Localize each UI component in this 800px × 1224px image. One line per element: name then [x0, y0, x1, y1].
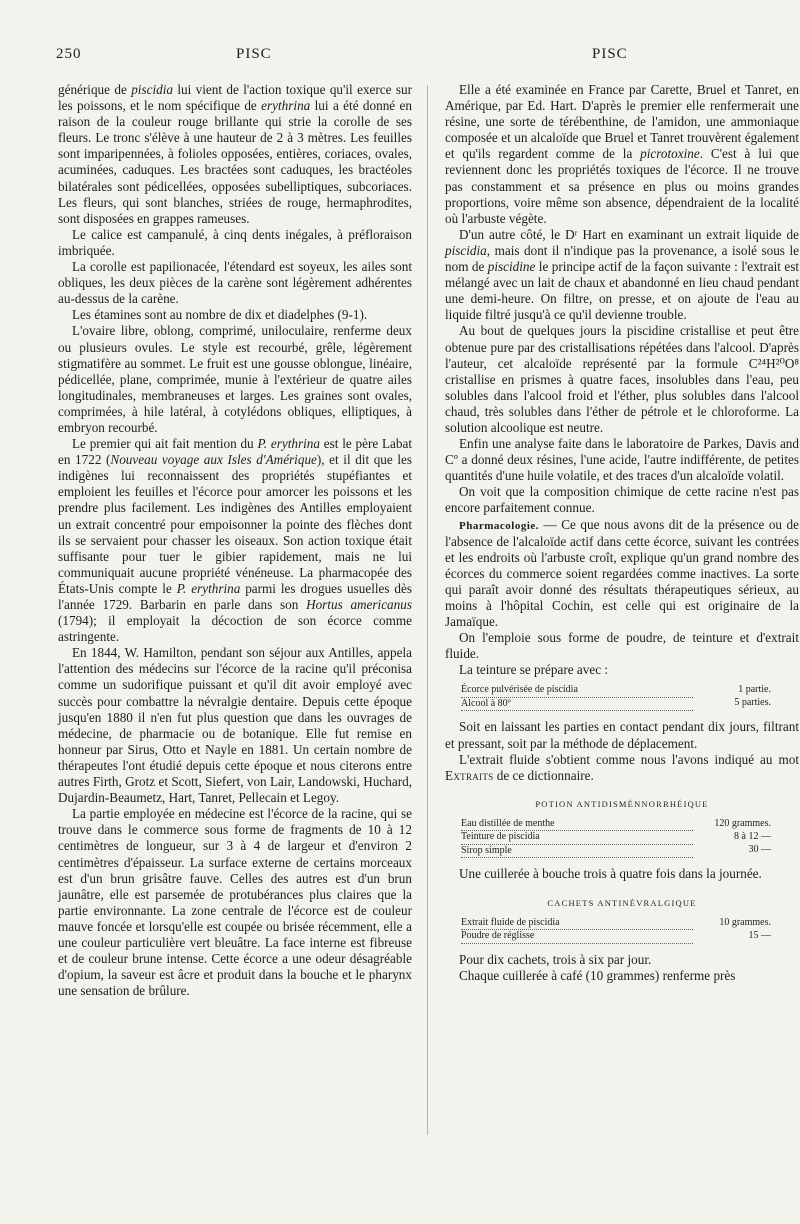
- paragraph: Chaque cuillerée à café (10 grammes) renferme près: [459, 967, 736, 983]
- right-running-head: PISC: [592, 46, 628, 62]
- recipe-row: Sirop simple 30 —: [461, 844, 771, 856]
- formula-title: CACHETS ANTINÉVRALGIQUE: [547, 897, 697, 908]
- right-column: [445, 82, 799, 984]
- recipe-table: [461, 818, 771, 859]
- paragraph: D'un autre côté, le Dʳ Hart en examinant un extrait liquide de piscidia, mais dont il n'indique pas la provenance, a isolé sous le nom de piscidine le principe actif de la façon suivante : l'extrait est mélangé avec un lait de chaux et abandonné en lieu chaud pendant une demi-heure. On filtre, on presse, et on ajoute de l'eau au liquide filtré jusqu'à ce qu'il devienne trouble.: [445, 226, 799, 323]
- left-running-head: PISC: [236, 46, 272, 62]
- paragraph: La teinture se prépare avec :: [459, 662, 609, 678]
- recipe-row: Écorce pulvérisée de piscidia 1 partie.: [461, 684, 771, 696]
- recipe-row: Eau distillée de menthe 120 grammes.: [461, 817, 771, 829]
- paragraph: Elle a été examinée en France par Carette, Bruel et Tanret, en Amérique, par Ed. Hart. D'après le premier elle renfermerait une résine, une sorte de térébenthine, de l'amidon, une ammoniaque composée et un alcaloïde que Bruel et Tanret trouvèrent également et qu'ils regardent comme de la picrotoxine. C'est à lui que reviennent donc les propriétés toxiques de l'écorce. Il ne trouve pas constamment et sa présence en plus ou moins grandes proportions, voire même son absence, dépendraient de la localité où l'arbuste végète.: [445, 82, 800, 226]
- paragraph: On l'emploie sous forme de poudre, de teinture et d'extrait fluide.: [445, 630, 799, 662]
- paragraph: Les étamines sont au nombre de dix et diadelphes (9-1).: [72, 307, 368, 323]
- recipe-table: [461, 684, 771, 711]
- paragraph: Au bout de quelques jours la piscidine cristallise et peut être obtenue pure par des cristallisations répétées dans l'alcool. D'après l'auteur, cet alcaloïde représenté par la formule C²⁴H²⁰O⁸ cristallise en prismes à quatre faces, insolubles dans l'eau, peu solubles dans l'alcool froid et l'éther, plus solubles dans l'alcool chaud, très solubles dans l'éther de pétrole et le chloroforme. La solution alcoolique est neutre.: [445, 323, 799, 435]
- section-heading: Pharmacologie.: [459, 519, 540, 532]
- recipe-row: Teinture de piscidia 8 à 12 —: [461, 830, 771, 843]
- recipe-row: Poudre de réglisse 15 —: [461, 929, 771, 942]
- paragraph: La corolle est papilionacée, l'étendard est soyeux, les ailes sont obliques, les deux pièces de la carène sont légèrement adhérentes au-dessus de la carène.: [58, 259, 412, 307]
- page-number: 250: [56, 46, 82, 62]
- recipe-row: Alcool à 80º 5 parties.: [461, 697, 771, 709]
- paragraph: Le premier qui ait fait mention du P. erythrina est le père Labat en 1722 (Nouveau voyage aux Isles d'Amérique), et il dit que les indigènes lui reconnaissent des propriétés stupéfiantes et emploient les feuilles et l'écorce pour amorcer les poissons et les prendre plus facilement. Les indigènes des Antilles employaient un extrait concentré pour empoisonner la pointe des flèches dont ils se servaient pour chasser les oiseaux. Son action toxique était suffisante pour tuer le gibier rapidement, mais ne lui communiquait aucune propriété vénéneuse. La pharmacopée des États-Unis compte le P. erythrina parmi les drogues usuelles dès l'année 1729. Barbarin en parle dans son Hortus americanus (1794); il employait la décoction de son écorce comme astringente.: [58, 436, 412, 645]
- paragraph: Pour dix cachets, trois à six par jour.: [459, 951, 652, 967]
- paragraph: Pharmacologie. — Ce que nous avons dit de la présence ou de l'absence de l'alcaloïde actif dans cette écorce, suivant les contrées et les endroits où l'arbuste croît, explique qu'un grand nombre des écorces du commerce soient regardées comme inactives. La sorte qui paraît avoir donné des résultats thérapeutiques sérieux, au moins à l'hôpital Cochin, est celle qui est originaire de la Jamaïque.: [445, 516, 799, 630]
- recipe-table: [461, 917, 771, 944]
- page-header: [0, 46, 800, 68]
- paragraph: Soit en laissant les parties en contact pendant dix jours, filtrant et pressant, soit par la méthode de déplacement.: [445, 719, 799, 751]
- paragraph: Enfin une analyse faite dans le laboratoire de Parkes, Davis and Cº a donné deux résines, l'une acide, l'autre indifférente, de petites quantités d'une huile volatile, et des traces d'un alcaloïde volatil.: [445, 436, 799, 484]
- paragraph: On voit que la composition chimique de cette racine n'est pas encore parfaitement connue.: [445, 484, 799, 516]
- paragraph: L'extrait fluide s'obtient comme nous l'avons indiqué au mot Extraits de ce dictionnaire.: [445, 751, 799, 783]
- column-divider: [427, 85, 428, 1135]
- paragraph: Une cuillerée à bouche trois à quatre fois dans la journée.: [459, 866, 762, 882]
- paragraph: L'ovaire libre, oblong, comprimé, uniloculaire, renferme deux ou plusieurs ovules. Le style est recourbé, grêle, légèrement stigmatifère au sommet. Le fruit est une gousse oblongue, linéaire, pédicellée, plane, comprimée, munie à l'extérieur de quatre ailes longitudinales, membraneuses et larges. Les graines sont ovales, comprimées, à hile latéral, à cotylédons obliques, elliptiques, à embryon recourbé.: [58, 323, 412, 435]
- formula-title: POTION ANTIDISMÉNNORRHÉIQUE: [535, 798, 709, 809]
- paragraph: générique de piscidia lui vient de l'action toxique qu'il exerce sur les poissons, et le nom spécifique de erythrina lui a été donné en raison de la couleur rouge brillante qui strie la corolle de ses fleurs. Le tronc s'élève à une hauteur de 2 à 3 mètres. Les feuilles sont imparipennées, à folioles opposées, entières, coriaces, ovales, acuminées, caduques. Les bractées sont caduques, les bractéoles bilatérales sont pédicellées, opposées subelliptiques, subcoriaces. Les fleurs, qui sont blanches, striées de rouge, hermaphrodites, sont disposées en grappes rameuses.: [58, 82, 412, 226]
- paragraph: En 1844, W. Hamilton, pendant son séjour aux Antilles, appela l'attention des médecins sur l'écorce de la racine qu'il préconisa comme un sudorifique puissant et qu'il dit avoir employé avec succès pour combattre la névralgie dentaire. Depuis cette époque jusqu'en 1880 il n'en fut plus question que dans les ouvrages de médecine, de pharmacie ou de botanique. Elle fut remise en honneur par Sirus, Otto et Nayle en 1881. Un certain nombre de thérapeutes l'ont étudié depuis cette époque et nous citerons entre autres Firth, Grotz et Scott, Siefert, von Lair, Landowski, Huchard, Dujardin-Beaumetz, Hart, Tanret, Pellecain et Legoy.: [58, 645, 412, 806]
- paragraph: La partie employée en médecine est l'écorce de la racine, qui se trouve dans le commerce sous forme de fragments de 10 à 12 centimètres de longueur, sur 3 à 4 de largeur et d'environ 2 centimètres d'épaisseur. La surface externe de certains morceaux est d'un brun grisâtre fauve. Celles des autres est d'un brun jaunâtre, elle est parsemée de protubérances plus claires que la partie environnante. La zone centrale de l'écorce est de couleur mauve foncée et lorsqu'elle est coupée ou brisée récemment, elle a une couleur particulière vert bleuâtre. La face interne est fibreuse et de couleur brune intense. Cette écorce a une odeur désagréable d'opium, la saveur est âcre et produit dans la bouche et le pharynx une sensation de brûlure.: [58, 806, 412, 999]
- paragraph: Le calice est campanulé, à cinq dents inégales, à préfloraison imbriquée.: [58, 226, 412, 258]
- recipe-row: Extrait fluide de piscidia 10 grammes.: [461, 916, 771, 928]
- left-column: [58, 82, 412, 999]
